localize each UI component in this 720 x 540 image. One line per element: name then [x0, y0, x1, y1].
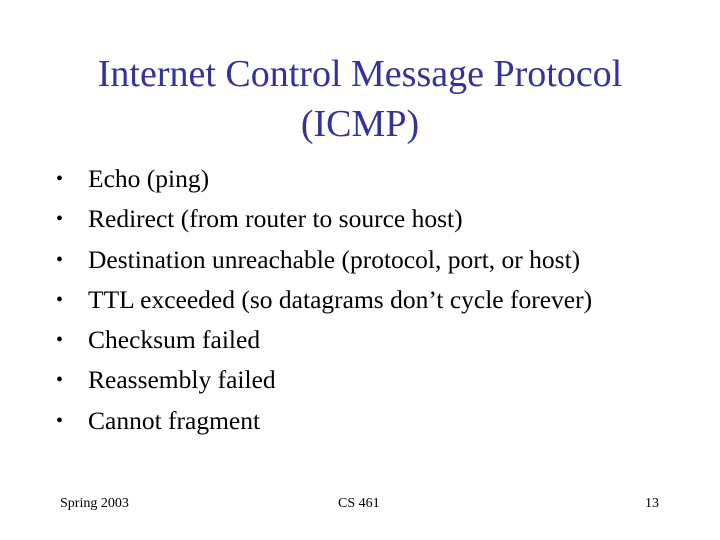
slide-number: 13 [645, 496, 659, 511]
bullet-icon: • [56, 168, 64, 190]
bullet-text: Echo (ping) [88, 164, 210, 193]
bullet-text: Checksum failed [88, 325, 261, 355]
bullet-text: Reassembly failed [88, 365, 276, 395]
bullet-text: Destination unreachable (protocol, port, or host) [88, 244, 581, 274]
footer-date: Spring 2003 [60, 496, 129, 511]
bullet-icon: • [56, 208, 64, 231]
bullet-icon: • [56, 329, 64, 352]
bullet-text: Cannot fragment [88, 405, 261, 435]
bullet-icon: • [56, 409, 64, 432]
bullet-icon: • [56, 288, 64, 311]
bullet-icon: • [56, 369, 64, 392]
slide-title [0, 49, 720, 149]
bullet-icon: • [56, 248, 64, 271]
bullet-text: Redirect (from router to source host) [88, 204, 463, 234]
title-line-1: Internet Control Message Protocol [97, 53, 623, 95]
footer-course: CS 461 [338, 496, 380, 511]
bullet-text: TTL exceeded (so datagrams don’t cycle forever) [88, 284, 593, 314]
title-line-2: (ICMP) [300, 103, 420, 145]
